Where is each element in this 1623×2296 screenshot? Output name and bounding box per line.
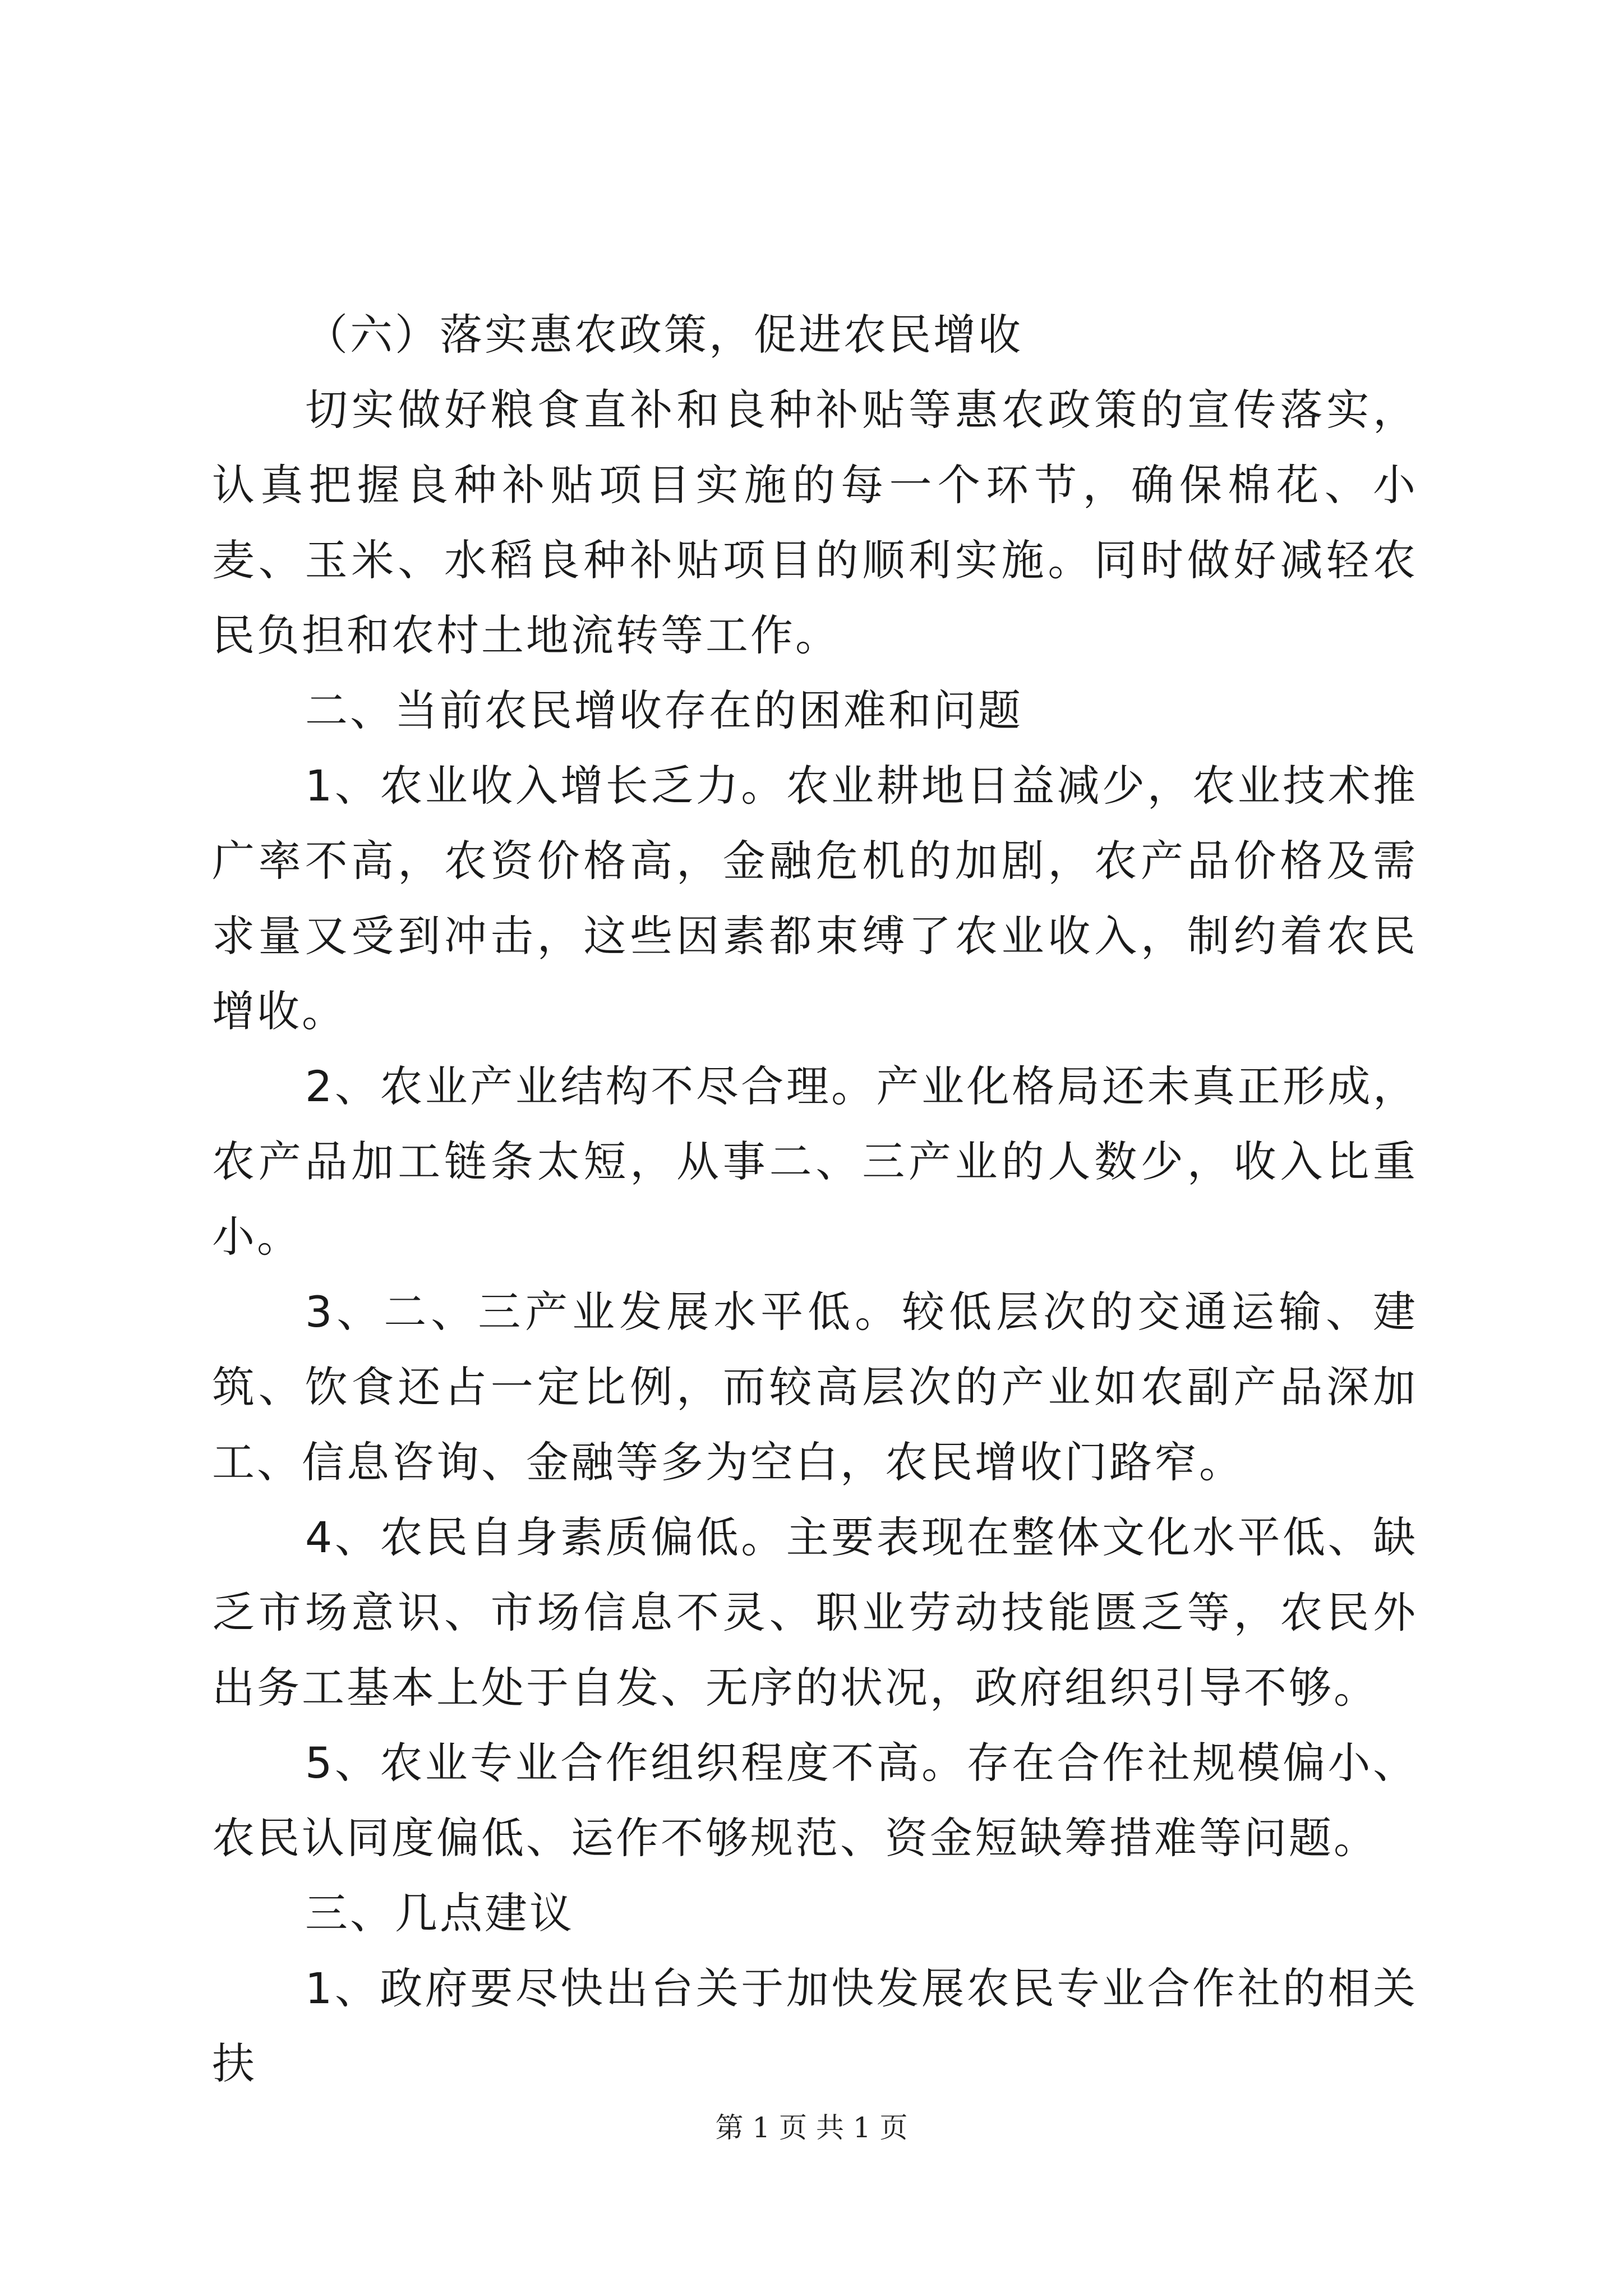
document-body xyxy=(212,297,1418,2101)
paragraph-subsidy-policy: 切实做好粮食直补和良种补贴等惠农政策的宣传落实，认真把握良种补贴项目实施的每一个环节，确保棉花、小麦、玉米、水稻良种补贴项目的顺利实施。同时做好减轻农民负担和农村土地流转等工作。 xyxy=(212,385,1418,660)
paragraph-section-6-heading: （六）落实惠农政策，促进农民增收 xyxy=(305,310,1023,360)
paragraph-issue-4: 4、农民自身素质偏低。主要表现在整体文化水平低、缺乏市场意识、市场信息不灵、职业劳动技能匮乏等，农民外出务工基本上处于自发、无序的状况，政府组织引导不够。 xyxy=(212,1512,1418,1713)
paragraph-section-2-heading: 二、当前农民增收存在的困难和问题 xyxy=(305,685,1023,735)
paragraph-section-3-heading: 三、几点建议 xyxy=(305,1888,574,1938)
page-footer xyxy=(0,2108,1623,2147)
paragraph-suggestion-1: 1、政府要尽快出台关于加快发展农民专业合作社的相关扶 xyxy=(212,1963,1418,2088)
paragraph-issue-5: 5、农业专业合作组织程度不高。存在合作社规模偏小、农民认同度偏低、运作不够规范、资金短缺筹措难等问题。 xyxy=(212,1738,1418,1863)
paragraph-issue-3: 3、二、三产业发展水平低。较低层次的交通运输、建筑、饮食还占一定比例，而较高层次的产业如农副产品深加工、信息咨询、金融等多为空白，农民增收门路窄。 xyxy=(212,1287,1418,1487)
paragraph-issue-1: 1、农业收入增长乏力。农业耕地日益减少，农业技术推广率不高，农资价格高，金融危机的加剧，农产品价格及需求量又受到冲击，这些因素都束缚了农业收入，制约着农民增收。 xyxy=(212,761,1418,1036)
page-number-label: 第 1 页 共 1 页 xyxy=(715,2111,908,2144)
paragraph-issue-2: 2、农业产业结构不尽合理。产业化格局还未真正形成，农产品加工链条太短，从事二、三产业的人数少，收入比重小。 xyxy=(212,1061,1418,1262)
